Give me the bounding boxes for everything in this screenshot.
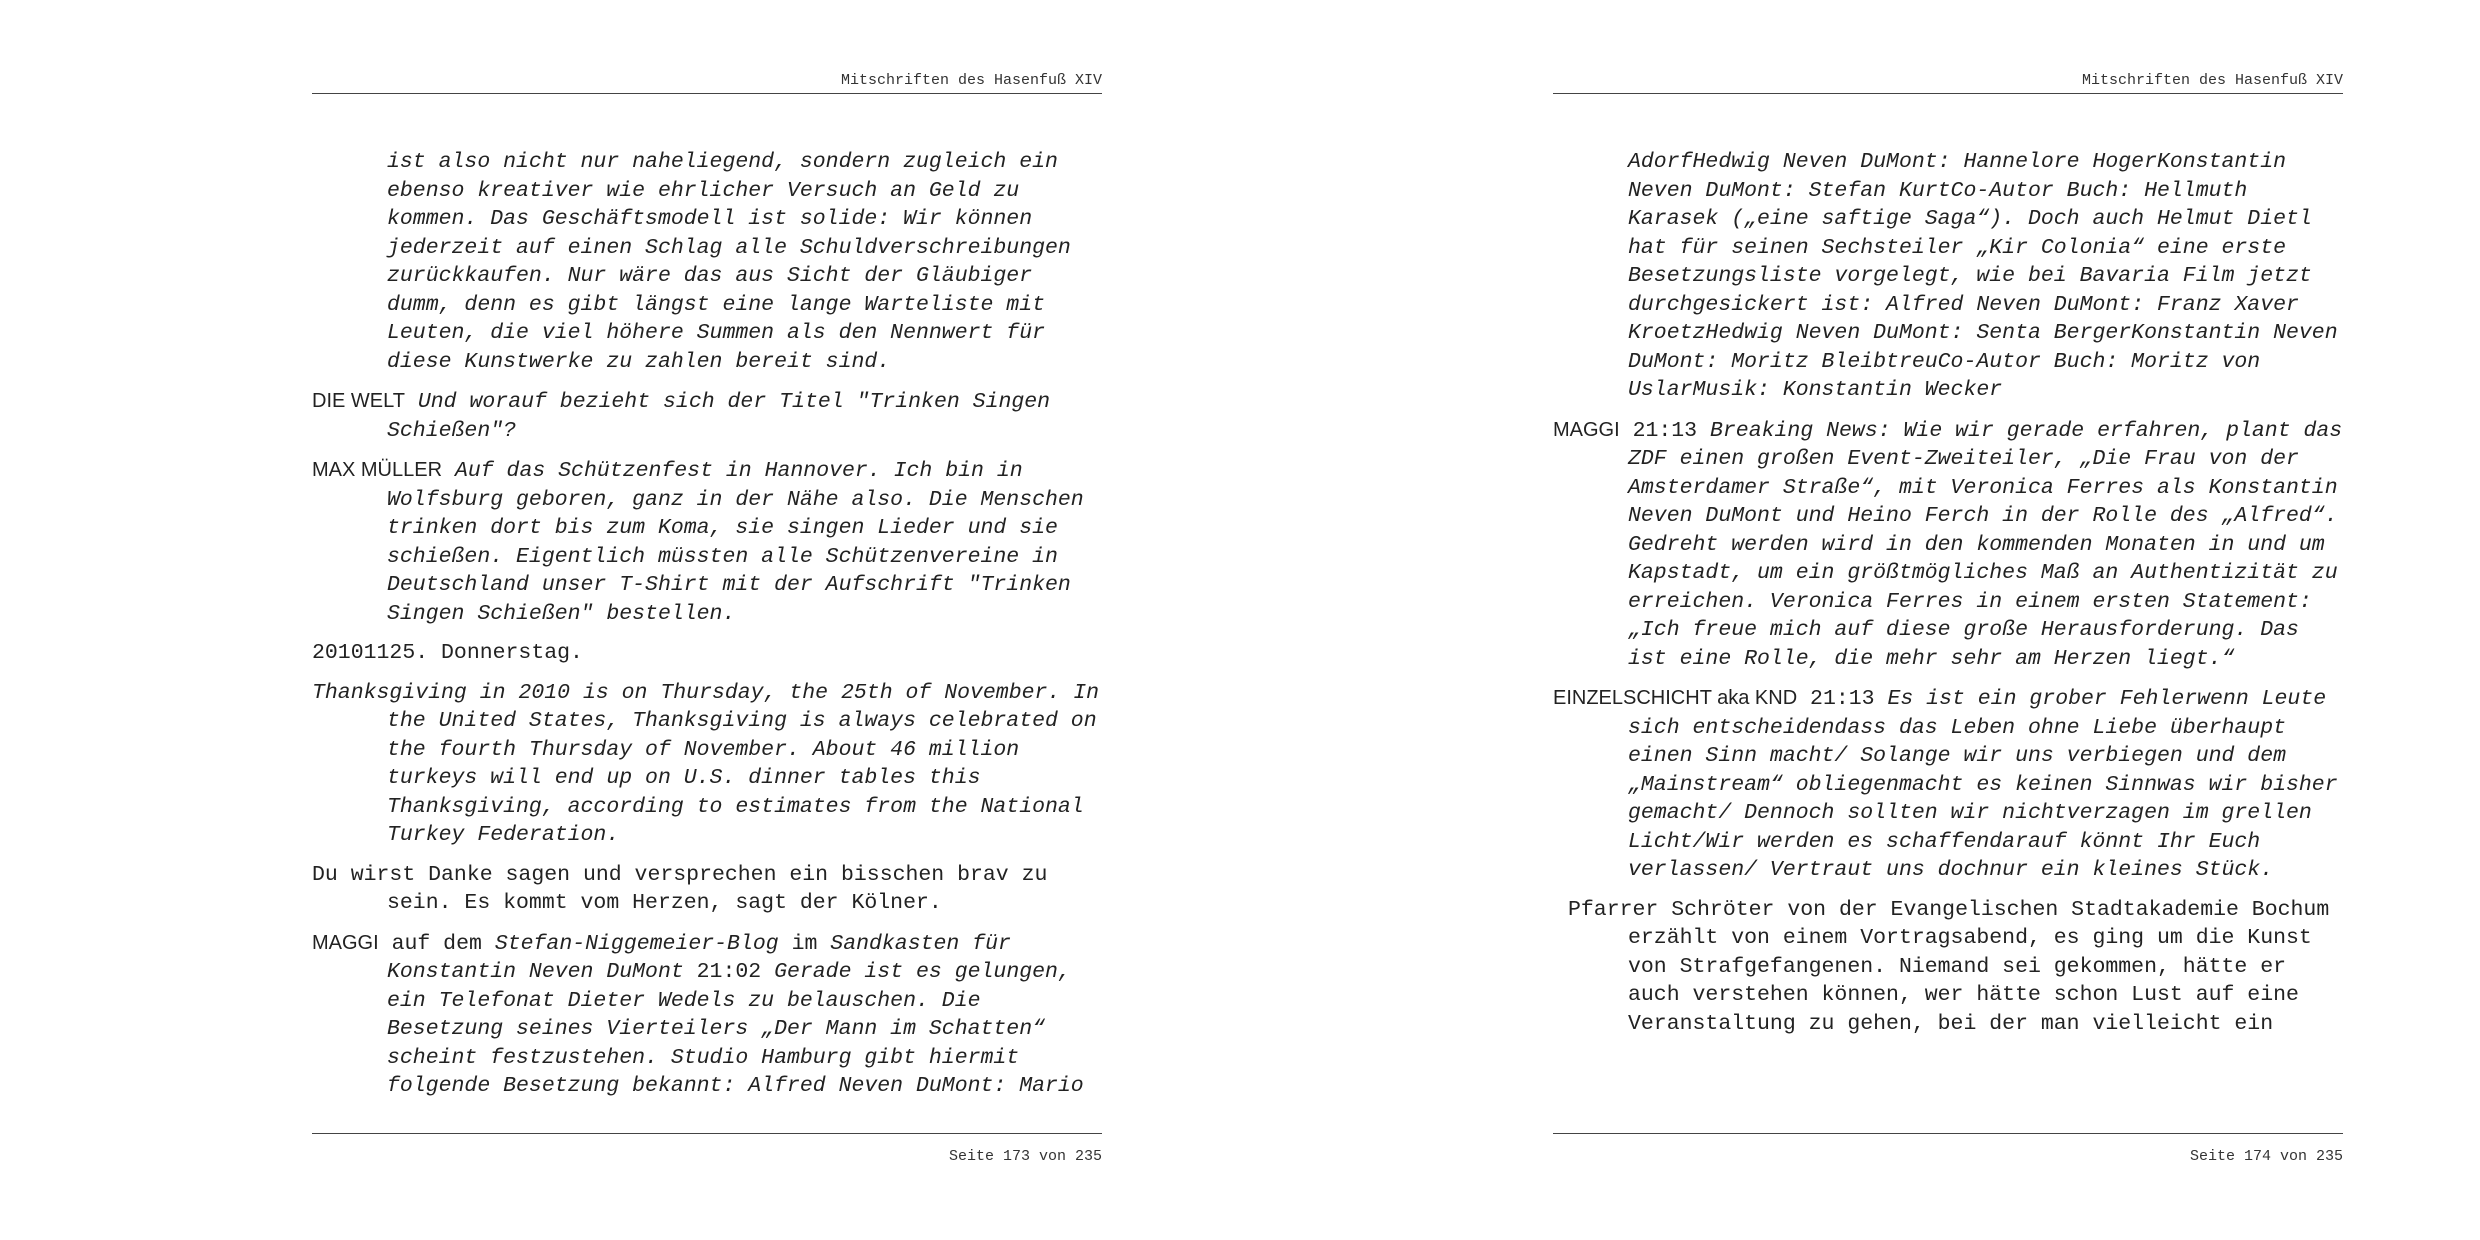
page-footer: Seite 173 von 235 <box>312 1133 1102 1165</box>
paragraph-pre: auf dem <box>391 931 482 956</box>
paragraph-text: Auf das Schützenfest in Hannover. Ich bin in Wolfsburg geboren, ganz in der Nähe also. Die Menschen trinken dort bis zum Koma, sie singen Lieder und sie schießen. Eigentlich müssten alle Schützenvereine in Deutschland unser T-Shirt mit der Aufschrift "Trinken Singen Schießen" bestellen. <box>387 459 1084 626</box>
paragraph-maggi <box>312 929 1102 1101</box>
speaker-label: DIE WELT <box>312 390 405 412</box>
paragraph-text: Es ist ein grober Fehlerwenn Leute sich entscheidendass das Leben ohne Liebe überhaupt einen Sinn macht/ Solange wir uns verbiegen und dem „Mainstream“ obliegenmacht es keinen Sinnwas wir bisher gemacht/ Dennoch sollten wir nichtverzagen im grellen Licht/Wir werden es schaffendarauf könnt Ihr Euch verlassen/ Vertraut uns dochnur ein kleines Stück. <box>1628 687 2338 882</box>
page-header: Mitschriften des Hasenfuß XIV <box>1553 72 2343 94</box>
paragraph-text: Breaking News: Wie wir gerade erfahren, plant das ZDF einen großen Event-Zweiteiler, „Die Frau von der Amsterdamer Straße“, mit Veronica Ferres als Konstantin Neven DuMont und Heino Ferch in der Rolle des „Alfred“. Gedreht werden wird in den kommenden Monaten in und um Kapstadt, um ein größtmögliches Maß an Authentizität zu erreichen. Veronica Ferres in einem ersten Statement: „Ich freue mich auf diese große Herausforderung. Das ist eine Rolle, die mehr sehr am Herzen liegt.“ <box>1628 418 2343 671</box>
speaker-label: MAGGI <box>1553 418 1620 441</box>
page-footer: Seite 174 von 235 <box>1553 1133 2343 1165</box>
page-body <box>1553 148 2343 1049</box>
paragraph-thanksgiving: Thanksgiving in 2010 is on Thursday, the 25th of November. In the United States, Thanksgiving is always celebrated on the fourth Thursday of November. About 46 million turkeys will end up on U.S. dinner tables this Thanksgiving, according to estimates from the National Turkey Federation. <box>312 680 1100 847</box>
timestamp: 21:13 <box>1632 418 1698 443</box>
right-page <box>1553 0 2343 1240</box>
paragraph-pfarrer: Pfarrer Schröter von der Evangelischen Stadtakademie Bochum erzählt von einem Vortragsabend, es ging um die Kunst von Strafgefangenen. Niemand sei gekommen, hätte er auch verstehen können, wer hätte schon Lust auf eine Veranstaltung zu gehen, bei der man vielleicht ein <box>1568 897 2330 1036</box>
timestamp: 21:13 <box>1810 687 1875 711</box>
paragraph-text: Gerade ist es gelungen, ein Telefonat Dieter Wedels zu belauschen. Die Besetzung seines Vierteilers „Der Mann im Schatten“ scheint festzustehen. Studio Hamburg gibt hiermit folgende Besetzung bekannt: Alfred Neven DuMont: Mario <box>387 960 1084 1098</box>
page-body <box>312 148 1102 1112</box>
blog-name: Stefan-Niggemeier-Blog <box>494 931 779 956</box>
speaker-label: MAX MÜLLER <box>312 459 443 481</box>
paragraph-text: Und worauf bezieht sich der Titel "Trinken Singen Schießen"? <box>387 390 1051 443</box>
speaker-label: EINZELSCHICHT aka KND <box>1553 687 1798 709</box>
paragraph-die-welt <box>312 387 1102 445</box>
paragraph-maggi <box>1553 416 2343 674</box>
timestamp: 21:02 <box>696 960 762 984</box>
paragraph-max-mueller <box>312 456 1102 628</box>
left-page <box>312 0 1102 1240</box>
date-line: 20101125. Donnerstag. <box>312 641 583 665</box>
paragraph-einzelschicht <box>1553 684 2343 885</box>
paragraph-danke: Du wirst Danke sagen und versprechen ein bisschen brav zu sein. Es kommt vom Herzen, sagt der Kölner. <box>312 862 1048 915</box>
paragraph-im: im <box>791 931 818 956</box>
page-header: Mitschriften des Hasenfuß XIV <box>312 72 1102 94</box>
speaker-label: MAGGI <box>312 931 379 954</box>
sandkasten-name: Sandkasten für Konstantin Neven DuMont <box>387 931 1011 984</box>
paragraph-continuation: ist also nicht nur naheliegend, sondern zugleich ein ebenso kreativer wie ehrlicher Versuch an Geld zu kommen. Das Geschäftsmodell ist solide: Wir können jederzeit auf einen Schlag alle Schuldverschreibungen zurückkaufen. Nur wäre das aus Sicht der Gläubiger dumm, denn es gibt längst eine lange Warteliste mit Leuten, die viel höhere Summen als den Nennwert für diese Kunstwerke zu zahlen bereit sind. <box>387 150 1071 374</box>
paragraph-continuation: AdorfHedwig Neven DuMont: Hannelore HogerKonstantin Neven DuMont: Stefan KurtCo-Autor Buch: Hellmuth Karasek („eine saftige Saga“). Doch auch Helmut Dietl hat für seinen Sechsteiler „Kir Colonia“ eine erste Besetzungsliste vorgelegt, wie bei Bavaria Film jetzt durchgesickert ist: Alfred Neven DuMont: Franz Xaver KroetzHedwig Neven DuMont: Senta BergerKonstantin Neven DuMont: Moritz BleibtreuCo-Autor Buch: Moritz von UslarMusik: Konstantin Wecker <box>1628 150 2338 402</box>
